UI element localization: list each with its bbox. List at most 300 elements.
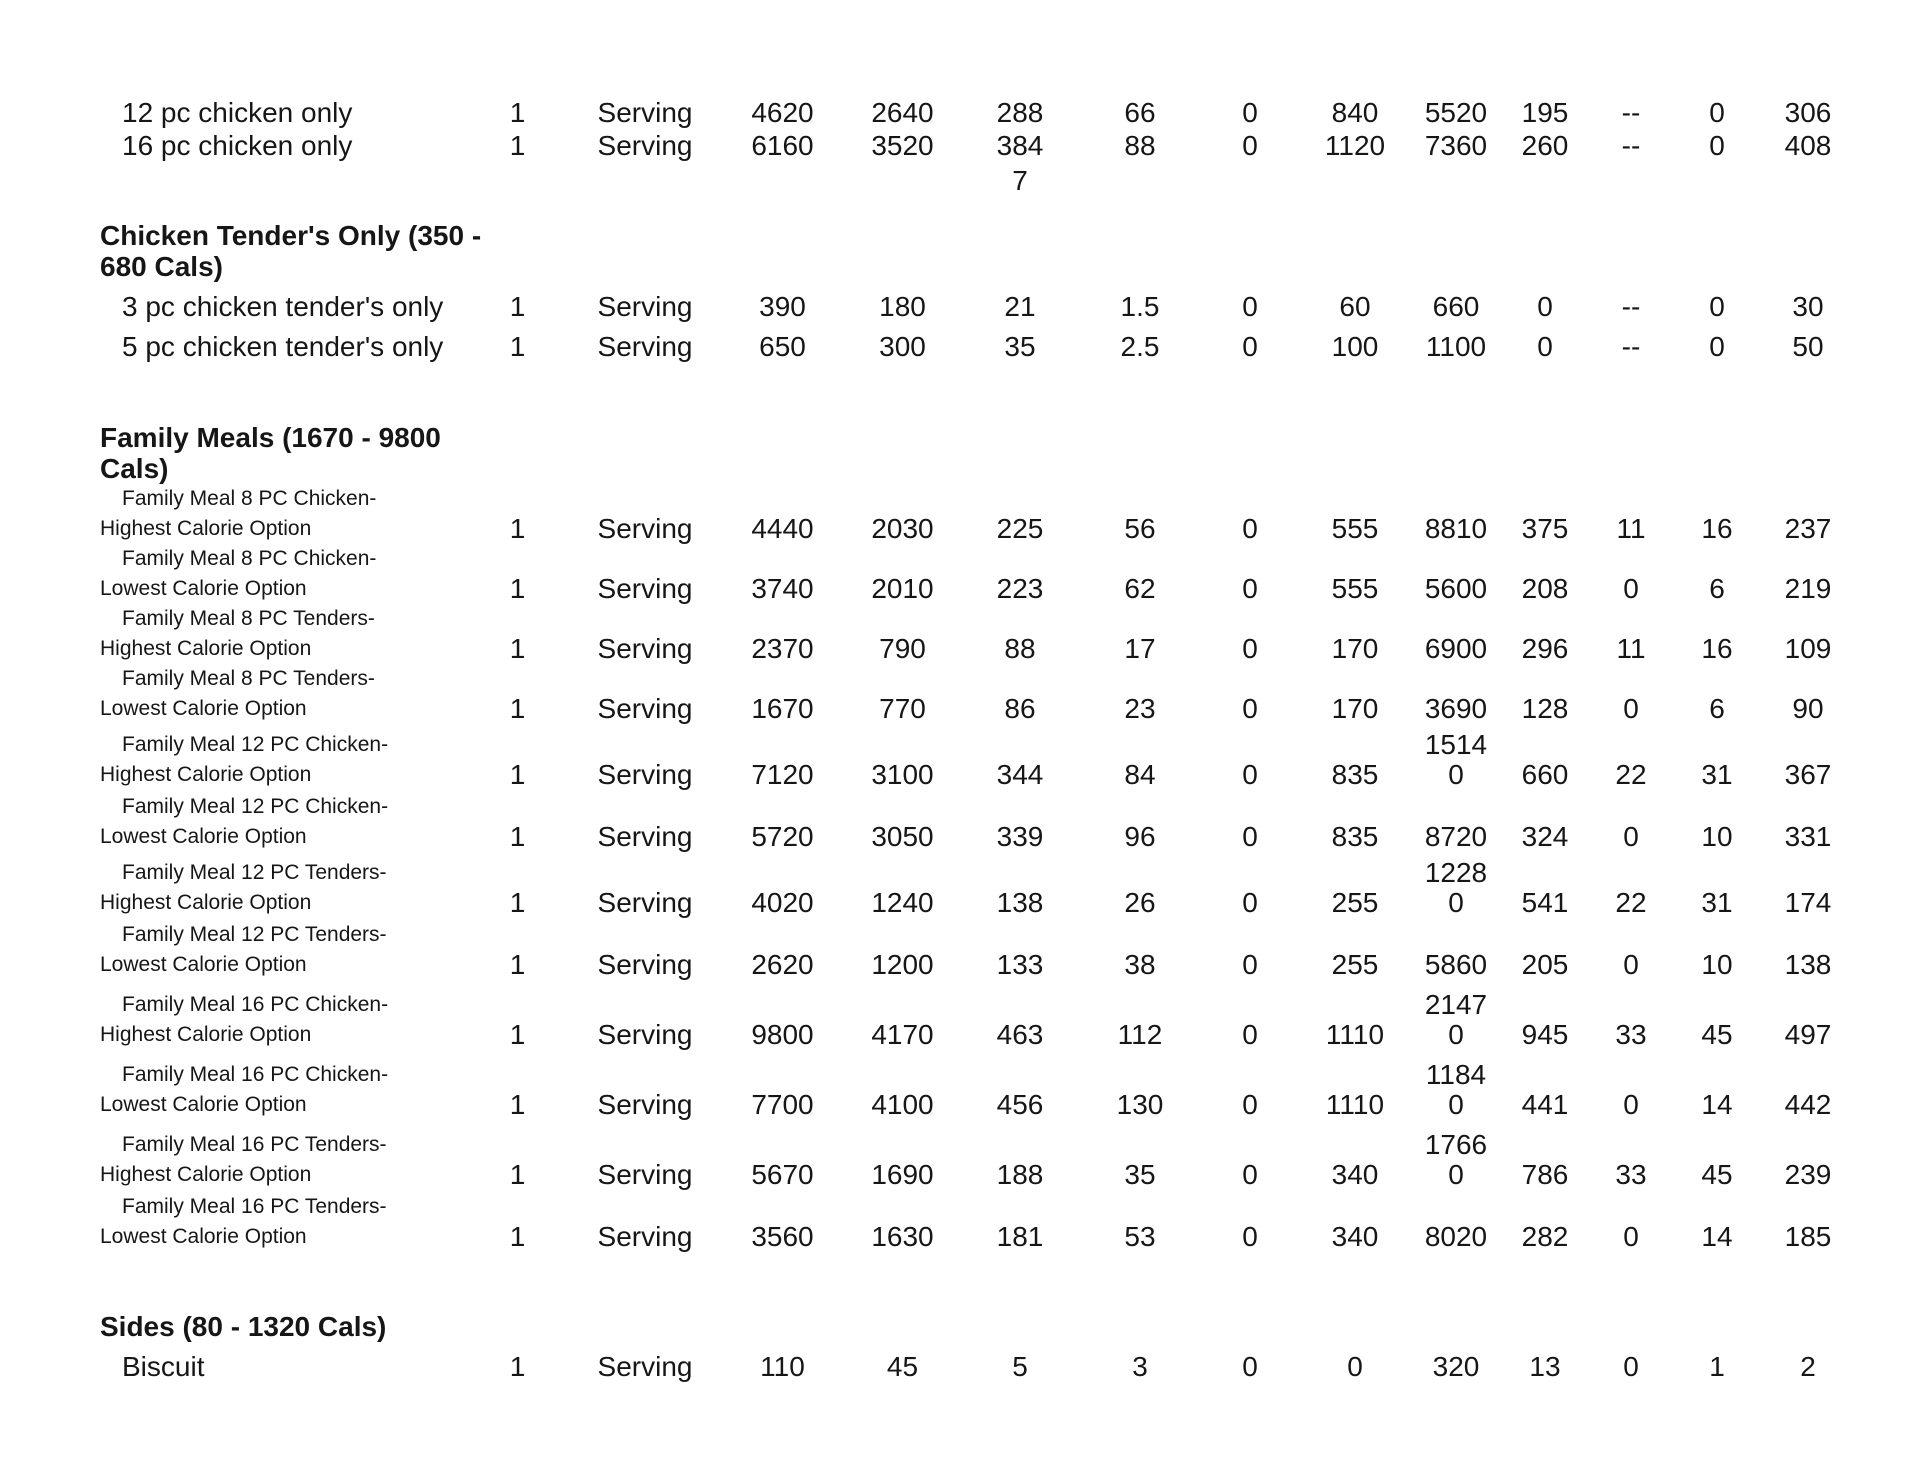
cell-carbohydrates bbox=[1502, 1050, 1588, 1120]
cell-value-line: -- bbox=[1621, 97, 1641, 128]
cell-total-fat bbox=[960, 790, 1080, 852]
cell-unit bbox=[570, 980, 720, 1050]
item-name-cell bbox=[100, 604, 465, 664]
cell-carbohydrates bbox=[1502, 918, 1588, 980]
cell-sugar bbox=[1674, 1050, 1760, 1120]
cell-value-line: 1100 bbox=[1425, 331, 1487, 362]
section-header-row bbox=[100, 1310, 1856, 1342]
cell-value-line: 185 bbox=[1784, 1221, 1832, 1252]
cell-value-line: 1766 bbox=[1424, 1129, 1488, 1160]
section-header-line: Sides (80 - 1320 Cals) bbox=[100, 1311, 387, 1342]
table-row bbox=[100, 604, 1856, 664]
cell-protein bbox=[1760, 544, 1856, 604]
cell-value-line: 4170 bbox=[871, 1019, 934, 1050]
table-row bbox=[100, 322, 1856, 362]
cell-value-line: 0 bbox=[1242, 1019, 1258, 1050]
table-row bbox=[100, 852, 1856, 918]
cell-value-line: 0 bbox=[1242, 1221, 1258, 1252]
table-row bbox=[100, 664, 1856, 724]
cell-fiber bbox=[1588, 980, 1674, 1050]
cell-cholesterol bbox=[1300, 282, 1410, 322]
cell-value-line: 6900 bbox=[1424, 633, 1488, 664]
table-row bbox=[100, 1342, 1856, 1382]
cell-value-line: 2640 bbox=[871, 97, 934, 128]
cell-calories-from-fat bbox=[845, 852, 960, 918]
cell-value-line: 133 bbox=[996, 949, 1044, 980]
cell-sugar bbox=[1674, 604, 1760, 664]
cell-value-line: 35 bbox=[1004, 331, 1036, 362]
cell-trans-fat bbox=[1200, 484, 1300, 544]
item-name-line: Family Meal 16 PC Tenders- bbox=[122, 1133, 387, 1156]
cell-cholesterol bbox=[1300, 724, 1410, 790]
cell-saturated-fat bbox=[1080, 484, 1200, 544]
cell-value-line: 0 bbox=[1448, 759, 1464, 790]
cell-value-line: 1 bbox=[509, 1351, 526, 1382]
cell-value-line: 0 bbox=[1242, 573, 1258, 604]
cell-total-fat bbox=[960, 1190, 1080, 1252]
cell-cholesterol bbox=[1300, 604, 1410, 664]
cell-value-line: 4620 bbox=[751, 97, 814, 128]
cell-value-line: 541 bbox=[1521, 887, 1569, 918]
cell-cholesterol bbox=[1300, 852, 1410, 918]
table-row bbox=[100, 790, 1856, 852]
cell-trans-fat bbox=[1200, 918, 1300, 980]
cell-sugar bbox=[1674, 282, 1760, 322]
table-row bbox=[100, 918, 1856, 980]
cell-calories-from-fat bbox=[845, 604, 960, 664]
item-name-cell bbox=[100, 1050, 465, 1120]
item-name-cell bbox=[100, 282, 465, 322]
cell-saturated-fat bbox=[1080, 980, 1200, 1050]
cell-value-line: 255 bbox=[1331, 887, 1379, 918]
cell-sodium bbox=[1410, 1120, 1502, 1190]
item-name-line: Family Meal 16 PC Chicken- bbox=[122, 993, 389, 1016]
item-name-cell bbox=[100, 322, 465, 362]
cell-total-fat bbox=[960, 980, 1080, 1050]
cell-calories-from-fat bbox=[845, 1120, 960, 1190]
cell-value-line: 0 bbox=[1242, 887, 1258, 918]
cell-value-line: -- bbox=[1621, 331, 1641, 362]
cell-fiber bbox=[1588, 604, 1674, 664]
cell-calories bbox=[720, 790, 845, 852]
cell-quantity bbox=[465, 282, 570, 322]
spacer-cell bbox=[100, 362, 1856, 422]
cell-unit bbox=[570, 1120, 720, 1190]
cell-value-line: 86 bbox=[1004, 693, 1036, 724]
cell-trans-fat bbox=[1200, 544, 1300, 604]
cell-calories bbox=[720, 1050, 845, 1120]
cell-carbohydrates bbox=[1502, 790, 1588, 852]
cell-trans-fat bbox=[1200, 1050, 1300, 1120]
cell-value-line: 3560 bbox=[751, 1221, 814, 1252]
item-name-line: Family Meal 8 PC Tenders- bbox=[122, 607, 375, 630]
cell-unit bbox=[570, 544, 720, 604]
cell-value-line: 0 bbox=[1242, 130, 1258, 161]
cell-value-line: 0 bbox=[1242, 1351, 1258, 1382]
cell-value-line: 195 bbox=[1521, 97, 1569, 128]
cell-protein bbox=[1760, 918, 1856, 980]
cell-sodium bbox=[1410, 1050, 1502, 1120]
item-name-line: Family Meal 12 PC Chicken- bbox=[122, 795, 389, 818]
cell-value-line: 1.5 bbox=[1120, 291, 1160, 322]
cell-value-line: 5670 bbox=[751, 1159, 814, 1190]
cell-value-line: 90 bbox=[1792, 693, 1824, 724]
cell-cholesterol bbox=[1300, 128, 1410, 198]
cell-value-line: 660 bbox=[1521, 759, 1569, 790]
cell-trans-fat bbox=[1200, 852, 1300, 918]
cell-fiber bbox=[1588, 790, 1674, 852]
cell-value-line: 22 bbox=[1615, 759, 1647, 790]
cell-fiber bbox=[1588, 724, 1674, 790]
cell-trans-fat bbox=[1200, 790, 1300, 852]
cell-protein bbox=[1760, 128, 1856, 198]
cell-value-line: 33 bbox=[1615, 1159, 1647, 1190]
cell-value-line: Serving bbox=[597, 1221, 693, 1252]
cell-value-line: 60 bbox=[1339, 291, 1371, 322]
section-header bbox=[100, 1310, 1856, 1342]
cell-carbohydrates bbox=[1502, 604, 1588, 664]
cell-value-line: 1 bbox=[509, 1019, 526, 1050]
cell-calories-from-fat bbox=[845, 790, 960, 852]
nutrition-facts-table bbox=[100, 90, 1856, 1382]
cell-value-line: 6160 bbox=[751, 130, 814, 161]
cell-sodium bbox=[1410, 128, 1502, 198]
cell-calories bbox=[720, 1190, 845, 1252]
cell-cholesterol bbox=[1300, 544, 1410, 604]
cell-value-line: 331 bbox=[1784, 821, 1832, 852]
cell-sugar bbox=[1674, 852, 1760, 918]
cell-value-line: Serving bbox=[597, 887, 693, 918]
table-row bbox=[100, 544, 1856, 604]
item-name-line: 12 pc chicken only bbox=[122, 97, 353, 128]
cell-value-line: 3690 bbox=[1424, 693, 1488, 724]
cell-calories bbox=[720, 1120, 845, 1190]
cell-value-line: 8810 bbox=[1424, 513, 1488, 544]
cell-quantity bbox=[465, 1342, 570, 1382]
cell-value-line: 1 bbox=[509, 759, 526, 790]
cell-protein bbox=[1760, 322, 1856, 362]
cell-quantity bbox=[465, 918, 570, 980]
cell-sodium bbox=[1410, 1342, 1502, 1382]
cell-value-line: 1514 bbox=[1424, 729, 1488, 760]
cell-protein bbox=[1760, 980, 1856, 1050]
cell-value-line: 260 bbox=[1521, 130, 1569, 161]
cell-saturated-fat bbox=[1080, 1190, 1200, 1252]
cell-carbohydrates bbox=[1502, 484, 1588, 544]
spacer-cell bbox=[100, 198, 1856, 220]
cell-quantity bbox=[465, 852, 570, 918]
cell-value-line: 21 bbox=[1004, 291, 1036, 322]
cell-calories bbox=[720, 724, 845, 790]
item-name-cell bbox=[100, 664, 465, 724]
cell-value-line: 3050 bbox=[871, 821, 934, 852]
cell-value-line: 180 bbox=[879, 291, 926, 322]
cell-sugar bbox=[1674, 544, 1760, 604]
cell-cholesterol bbox=[1300, 1050, 1410, 1120]
cell-value-line: 17 bbox=[1124, 633, 1156, 664]
cell-sodium bbox=[1410, 1190, 1502, 1252]
cell-value-line: 130 bbox=[1116, 1089, 1164, 1120]
cell-unit bbox=[570, 1050, 720, 1120]
cell-sugar bbox=[1674, 128, 1760, 198]
cell-value-line: 45 bbox=[1701, 1159, 1733, 1190]
item-name-line: Highest Calorie Option bbox=[100, 1163, 312, 1186]
cell-value-line: Serving bbox=[597, 513, 693, 544]
cell-value-line: 0 bbox=[1448, 1089, 1464, 1120]
cell-value-line: 0 bbox=[1623, 1089, 1639, 1120]
cell-trans-fat bbox=[1200, 980, 1300, 1050]
cell-total-fat bbox=[960, 282, 1080, 322]
table-row bbox=[100, 90, 1856, 128]
cell-unit bbox=[570, 90, 720, 128]
cell-value-line: 208 bbox=[1521, 573, 1569, 604]
cell-value-line: 835 bbox=[1331, 759, 1379, 790]
cell-value-line: 31 bbox=[1701, 887, 1733, 918]
item-name-line: Family Meal 12 PC Chicken- bbox=[122, 733, 389, 756]
cell-unit bbox=[570, 664, 720, 724]
cell-unit bbox=[570, 1342, 720, 1382]
cell-value-line: 441 bbox=[1521, 1089, 1569, 1120]
cell-unit bbox=[570, 1190, 720, 1252]
cell-quantity bbox=[465, 604, 570, 664]
cell-value-line: 2147 bbox=[1424, 989, 1488, 1020]
cell-fiber bbox=[1588, 90, 1674, 128]
nutrition-table-body bbox=[100, 90, 1856, 1382]
cell-protein bbox=[1760, 852, 1856, 918]
section-header-row bbox=[100, 220, 1856, 282]
cell-total-fat bbox=[960, 322, 1080, 362]
cell-trans-fat bbox=[1200, 1120, 1300, 1190]
cell-value-line: 306 bbox=[1784, 97, 1832, 128]
item-name-line: Lowest Calorie Option bbox=[100, 825, 307, 848]
cell-value-line: 50 bbox=[1792, 331, 1824, 362]
cell-value-line: 109 bbox=[1784, 633, 1832, 664]
section-header-row bbox=[100, 422, 1856, 484]
cell-saturated-fat bbox=[1080, 322, 1200, 362]
cell-value-line: 1 bbox=[509, 97, 526, 128]
cell-sodium bbox=[1410, 664, 1502, 724]
cell-cholesterol bbox=[1300, 980, 1410, 1050]
cell-value-line: 1 bbox=[509, 821, 526, 852]
cell-value-line: 4020 bbox=[751, 887, 814, 918]
cell-calories-from-fat bbox=[845, 282, 960, 322]
cell-carbohydrates bbox=[1502, 664, 1588, 724]
cell-value-line: 0 bbox=[1242, 949, 1258, 980]
cell-value-line: 2.5 bbox=[1120, 331, 1160, 362]
cell-quantity bbox=[465, 790, 570, 852]
cell-quantity bbox=[465, 980, 570, 1050]
cell-carbohydrates bbox=[1502, 90, 1588, 128]
cell-total-fat bbox=[960, 1342, 1080, 1382]
cell-value-line: 408 bbox=[1784, 130, 1832, 161]
cell-fiber bbox=[1588, 322, 1674, 362]
cell-value-line: 288 bbox=[996, 97, 1044, 128]
cell-sodium bbox=[1410, 604, 1502, 664]
item-name-line: Family Meal 12 PC Tenders- bbox=[122, 923, 387, 946]
cell-trans-fat bbox=[1200, 90, 1300, 128]
cell-value-line: 170 bbox=[1331, 633, 1379, 664]
cell-value-line: 1 bbox=[509, 573, 526, 604]
cell-total-fat bbox=[960, 128, 1080, 198]
cell-total-fat bbox=[960, 484, 1080, 544]
cell-sodium bbox=[1410, 322, 1502, 362]
cell-calories-from-fat bbox=[845, 128, 960, 198]
cell-sugar bbox=[1674, 484, 1760, 544]
cell-sugar bbox=[1674, 1120, 1760, 1190]
cell-value-line: 237 bbox=[1784, 513, 1832, 544]
cell-protein bbox=[1760, 724, 1856, 790]
cell-value-line: 138 bbox=[996, 887, 1044, 918]
cell-value-line: 1 bbox=[509, 887, 526, 918]
cell-value-line: 0 bbox=[1242, 693, 1258, 724]
cell-value-line: 3 bbox=[1132, 1351, 1148, 1382]
item-name-line: 5 pc chicken tender's only bbox=[122, 331, 444, 362]
cell-trans-fat bbox=[1200, 664, 1300, 724]
cell-value-line: 5520 bbox=[1424, 97, 1488, 128]
item-name-cell bbox=[100, 1342, 465, 1382]
cell-calories-from-fat bbox=[845, 1190, 960, 1252]
cell-value-line: 367 bbox=[1784, 759, 1832, 790]
cell-carbohydrates bbox=[1502, 282, 1588, 322]
cell-quantity bbox=[465, 1120, 570, 1190]
cell-value-line: 31 bbox=[1701, 759, 1733, 790]
cell-unit bbox=[570, 918, 720, 980]
cell-sodium bbox=[1410, 790, 1502, 852]
cell-sodium bbox=[1410, 918, 1502, 980]
cell-value-line: 7 bbox=[1012, 165, 1028, 196]
cell-value-line: 375 bbox=[1521, 513, 1569, 544]
cell-value-line: 0 bbox=[1709, 291, 1725, 322]
cell-value-line: 0 bbox=[1623, 693, 1639, 724]
cell-value-line: 1228 bbox=[1424, 857, 1488, 888]
cell-carbohydrates bbox=[1502, 544, 1588, 604]
cell-sugar bbox=[1674, 322, 1760, 362]
cell-quantity bbox=[465, 544, 570, 604]
cell-value-line: 0 bbox=[1623, 573, 1639, 604]
item-name-cell bbox=[100, 852, 465, 918]
cell-calories bbox=[720, 604, 845, 664]
cell-quantity bbox=[465, 664, 570, 724]
cell-carbohydrates bbox=[1502, 724, 1588, 790]
cell-calories-from-fat bbox=[845, 724, 960, 790]
cell-sugar bbox=[1674, 90, 1760, 128]
cell-value-line: 786 bbox=[1521, 1159, 1569, 1190]
item-name-cell bbox=[100, 128, 465, 198]
cell-value-line: Serving bbox=[597, 759, 693, 790]
cell-value-line: 770 bbox=[879, 693, 926, 724]
cell-value-line: 0 bbox=[1242, 821, 1258, 852]
cell-carbohydrates bbox=[1502, 852, 1588, 918]
cell-sugar bbox=[1674, 980, 1760, 1050]
cell-value-line: 110 bbox=[760, 1351, 805, 1382]
cell-value-line: -- bbox=[1621, 291, 1641, 322]
cell-value-line: 62 bbox=[1124, 573, 1156, 604]
cell-cholesterol bbox=[1300, 322, 1410, 362]
cell-value-line: 1120 bbox=[1324, 130, 1386, 161]
cell-trans-fat bbox=[1200, 1342, 1300, 1382]
cell-value-line: 1690 bbox=[871, 1159, 934, 1190]
cell-value-line: 53 bbox=[1124, 1221, 1156, 1252]
cell-value-line: 205 bbox=[1521, 949, 1569, 980]
cell-trans-fat bbox=[1200, 322, 1300, 362]
table-row bbox=[100, 1190, 1856, 1252]
cell-carbohydrates bbox=[1502, 1120, 1588, 1190]
cell-value-line: 225 bbox=[996, 513, 1044, 544]
cell-value-line: 96 bbox=[1124, 821, 1156, 852]
cell-value-line: 239 bbox=[1784, 1159, 1832, 1190]
cell-value-line: 442 bbox=[1784, 1089, 1832, 1120]
section-header-line: Cals) bbox=[100, 453, 169, 484]
cell-value-line: 112 bbox=[1117, 1019, 1163, 1050]
cell-value-line: 1 bbox=[509, 513, 526, 544]
cell-sodium bbox=[1410, 484, 1502, 544]
cell-value-line: 835 bbox=[1331, 821, 1379, 852]
cell-value-line: 1 bbox=[509, 1159, 526, 1190]
cell-value-line: 10 bbox=[1701, 949, 1733, 980]
cell-value-line: 10 bbox=[1701, 821, 1733, 852]
cell-value-line: 463 bbox=[996, 1019, 1044, 1050]
cell-value-line: Serving bbox=[597, 821, 693, 852]
cell-sugar bbox=[1674, 918, 1760, 980]
cell-value-line: Serving bbox=[597, 1019, 693, 1050]
cell-value-line: 8020 bbox=[1424, 1221, 1488, 1252]
cell-value-line: 282 bbox=[1521, 1221, 1569, 1252]
cell-value-line: 11 bbox=[1616, 513, 1646, 544]
cell-value-line: 181 bbox=[996, 1221, 1044, 1252]
cell-value-line: Serving bbox=[597, 291, 693, 322]
cell-value-line: 3520 bbox=[871, 130, 934, 161]
cell-value-line: Serving bbox=[597, 97, 693, 128]
item-name-line: Lowest Calorie Option bbox=[100, 1093, 307, 1116]
cell-value-line: 0 bbox=[1709, 130, 1725, 161]
cell-value-line: 0 bbox=[1623, 1221, 1639, 1252]
cell-value-line: 1110 bbox=[1325, 1089, 1385, 1120]
item-name-line: Family Meal 8 PC Chicken- bbox=[122, 487, 377, 510]
cell-calories-from-fat bbox=[845, 1342, 960, 1382]
cell-protein bbox=[1760, 1120, 1856, 1190]
cell-quantity bbox=[465, 1190, 570, 1252]
cell-calories-from-fat bbox=[845, 980, 960, 1050]
cell-fiber bbox=[1588, 852, 1674, 918]
cell-saturated-fat bbox=[1080, 1120, 1200, 1190]
cell-fiber bbox=[1588, 1120, 1674, 1190]
cell-value-line: 4100 bbox=[871, 1089, 934, 1120]
section-header bbox=[100, 220, 1856, 282]
cell-value-line: 30 bbox=[1792, 291, 1824, 322]
section-header-line: Chicken Tender's Only (350 - bbox=[100, 220, 482, 251]
cell-protein bbox=[1760, 282, 1856, 322]
cell-sodium bbox=[1410, 724, 1502, 790]
cell-calories-from-fat bbox=[845, 918, 960, 980]
cell-value-line: 1110 bbox=[1325, 1019, 1385, 1050]
cell-value-line: 4440 bbox=[751, 513, 814, 544]
cell-value-line: 66 bbox=[1124, 97, 1156, 128]
cell-saturated-fat bbox=[1080, 1342, 1200, 1382]
cell-total-fat bbox=[960, 852, 1080, 918]
item-name-cell bbox=[100, 790, 465, 852]
item-name-cell bbox=[100, 980, 465, 1050]
cell-cholesterol bbox=[1300, 918, 1410, 980]
cell-value-line: 0 bbox=[1709, 97, 1725, 128]
cell-value-line: 2010 bbox=[871, 573, 934, 604]
cell-quantity bbox=[465, 322, 570, 362]
cell-saturated-fat bbox=[1080, 918, 1200, 980]
cell-sodium bbox=[1410, 282, 1502, 322]
cell-saturated-fat bbox=[1080, 790, 1200, 852]
cell-cholesterol bbox=[1300, 1120, 1410, 1190]
cell-value-line: 790 bbox=[879, 633, 926, 664]
cell-value-line: 16 bbox=[1701, 513, 1733, 544]
